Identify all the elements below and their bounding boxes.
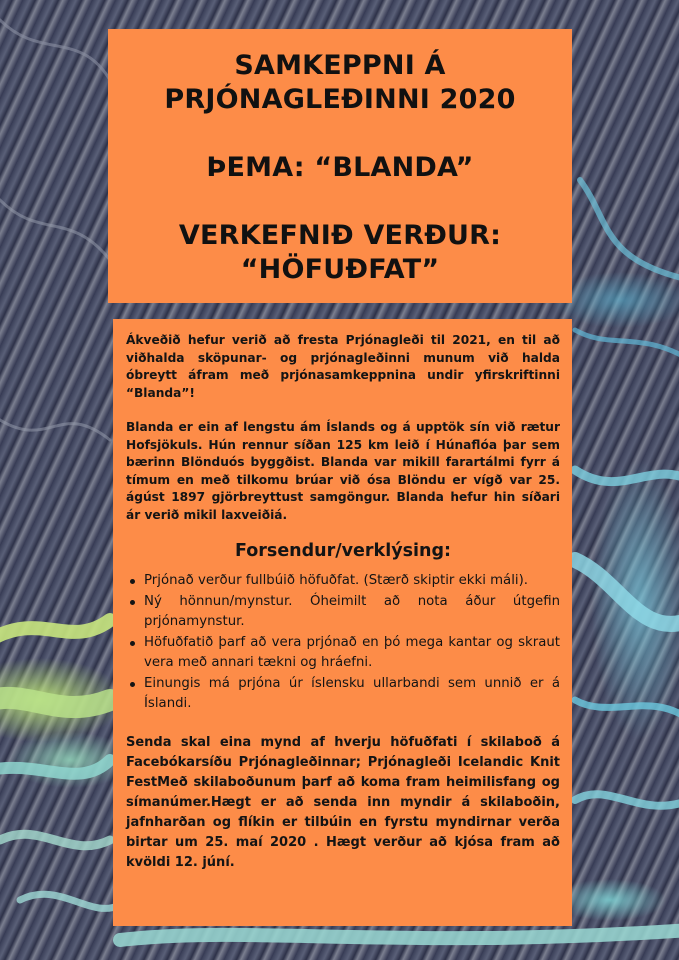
intro-paragraph: Ákveðið hefur verið að fresta Prjónagleði til 2021, en til að viðhalda sköpunar- og prjónagleðinni munum við halda óbreytt áfram með prjónasamkeppnina undir yfirskriftinni “Blanda”!	[126, 333, 560, 400]
requirements-heading: Forsendur/verklýsing:	[235, 541, 451, 561]
bullet-icon	[130, 641, 135, 646]
bullet-icon	[130, 682, 135, 687]
project-line-2: “HÖFUÐFAT”	[240, 254, 440, 285]
project-line-1: VERKEFNIÐ VERÐUR:	[178, 220, 502, 251]
requirement-item: Ný hönnun/mynstur. Óheimilt að nota áður útgefin prjónamynstur.	[126, 592, 560, 633]
theme-line: ÞEMA: “BLANDA”	[206, 152, 474, 183]
requirement-item: Höfuðfatið þarf að vera prjónað en þó mega kantar og skraut vera með annari tækni og hráefni.	[126, 633, 560, 674]
about-blanda-paragraph: Blanda er ein af lengstu ám Íslands og á upptök sín við rætur Hofsjökuls. Hún rennur síðan 125 km leið í Húnaflóa þar sem bærinn Blönduós byggðist. Blanda var mikill farartálmi fyrr á tímum en með tilkomu brúar við ósa Blöndu er vígð var 25. ágúst 1897 gjörbreyttust samgöngur. Blanda hefur hin síðari ár verið mikil laxveiðiá.	[126, 420, 560, 522]
requirement-item: Einungis má prjóna úr íslensku ullarbandi sem unnið er á Íslandi.	[126, 674, 560, 715]
requirement-item: Prjónað verður fullbúið höfuðfat. (Stærð skiptir ekki máli).	[126, 571, 560, 592]
requirements-list	[126, 571, 560, 715]
bullet-icon	[130, 579, 135, 584]
details-box	[113, 319, 572, 926]
title-line-2: PRJÓNAGLEÐINNI 2020	[164, 84, 516, 115]
submission-paragraph: Senda skal eina mynd af hverju höfuðfati í skilaboð á Facebókarsíðu Prjónagleðinnar; Prjónagleði Icelandic Knit FestMeð skilaboðunum þarf að koma fram heimilisfang og símanúmer.Hægt er að senda inn myndir á skilaboðin, jafnharðan og flíkin er tilbúin en fyrstu myndirnar verða birtar um 25. maí 2020 . Hægt verður að kjósa fram að kvöldi 12. júní.	[126, 734, 560, 870]
title-line-1: SAMKEPPNI Á	[234, 50, 446, 81]
bullet-icon	[130, 600, 135, 605]
title-box	[108, 29, 572, 303]
